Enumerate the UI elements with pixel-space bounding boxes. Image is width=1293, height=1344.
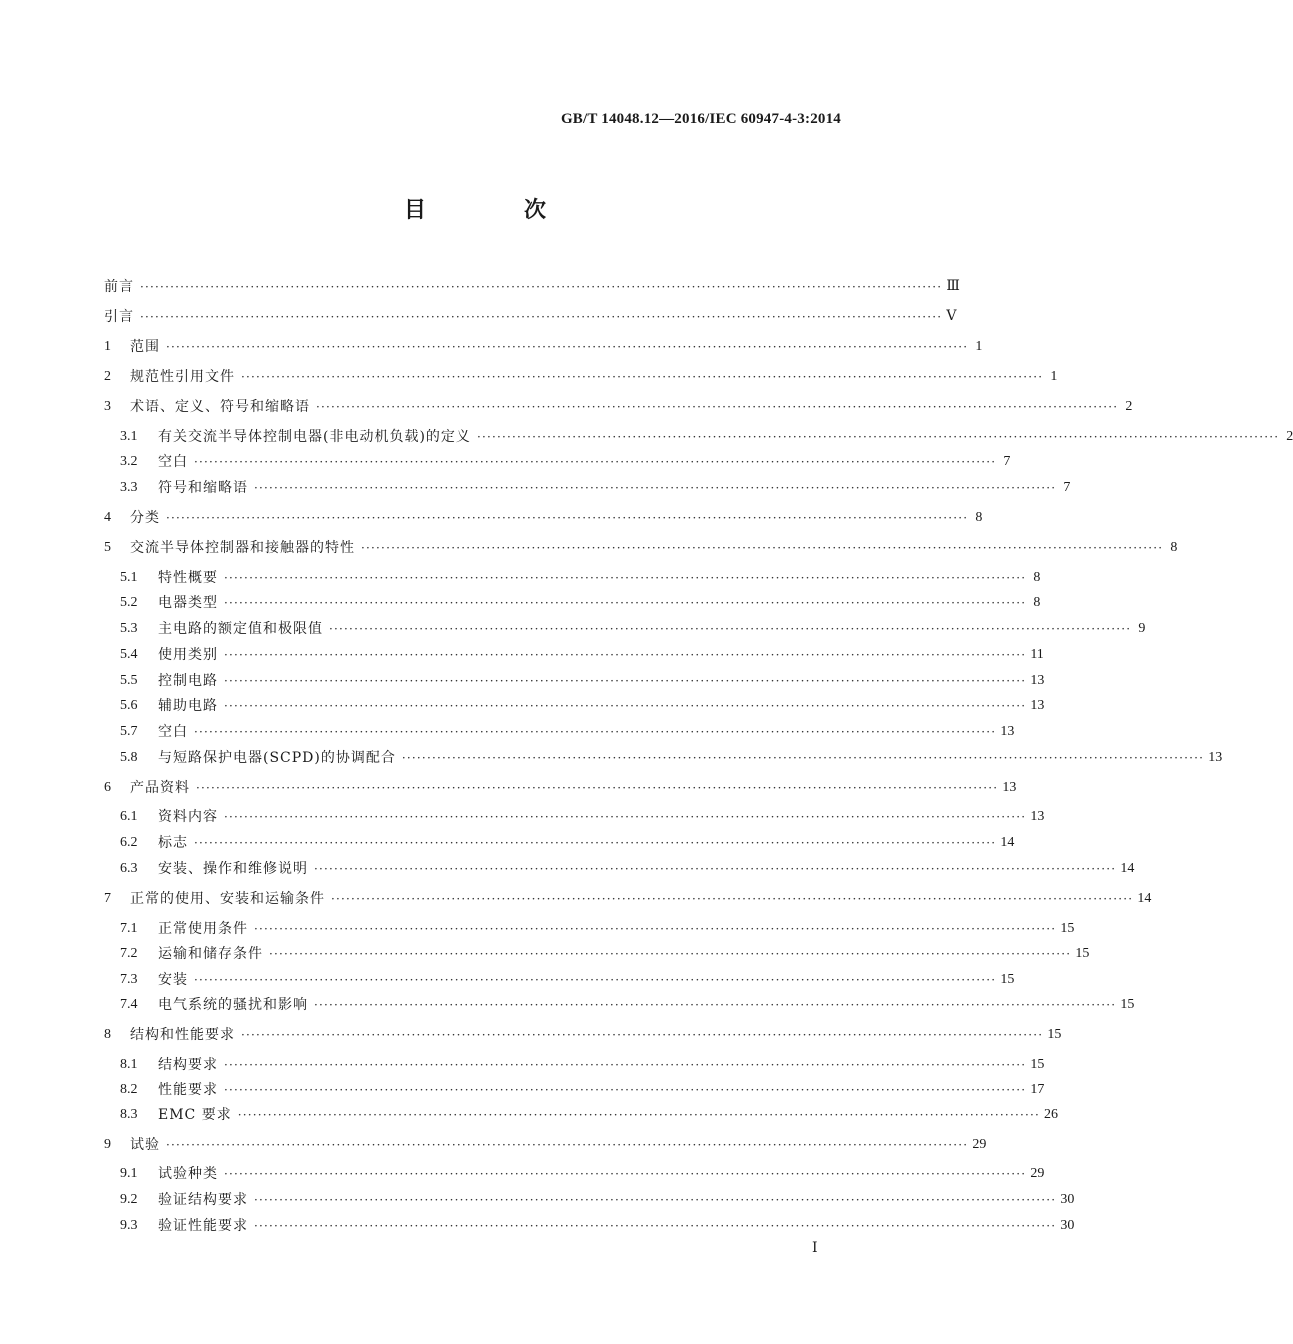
- toc-entry-page: 2: [1286, 429, 1293, 444]
- dot-leader: ································································································································································: [331, 892, 1134, 906]
- toc-entry[interactable]: [104, 277, 960, 297]
- toc-entry-page: 29: [1030, 1166, 1045, 1181]
- toc-entry-page: 26: [1044, 1107, 1059, 1122]
- toc-entry-label: 电器类型: [158, 595, 218, 611]
- toc-entry-number: 7.2: [120, 946, 138, 961]
- toc-entry-number: 5.8: [120, 750, 138, 765]
- toc-entry-page: Ⅲ: [946, 279, 960, 294]
- toc-entry-page: 15: [1060, 921, 1075, 936]
- toc-entry-label: 有关交流半导体控制电器(非电动机负载)的定义: [158, 429, 471, 445]
- toc-entry-page: 7: [1063, 480, 1071, 495]
- toc-entry[interactable]: [120, 593, 1041, 613]
- dot-leader: ································································································································································: [194, 973, 997, 987]
- dot-leader: ································································································································································: [241, 370, 1044, 384]
- toc-entry[interactable]: [104, 538, 1178, 558]
- toc-entry-label: 试验种类: [158, 1166, 218, 1182]
- toc-entry-label: 电气系统的骚扰和影响: [158, 997, 308, 1013]
- dot-leader: ································································································································································: [224, 1058, 1027, 1072]
- page-number: Ⅰ: [812, 1241, 818, 1256]
- toc-entry-label: 安装: [158, 972, 188, 988]
- toc-entry-number: 5: [104, 540, 111, 555]
- toc-entry[interactable]: [120, 833, 1015, 853]
- toc-entry[interactable]: [120, 671, 1045, 691]
- toc-entry-number: 2: [104, 369, 111, 384]
- toc-entry-label: 验证结构要求: [158, 1192, 248, 1208]
- dot-leader: ································································································································································: [194, 455, 997, 469]
- toc-entry[interactable]: [104, 508, 983, 528]
- dot-leader: ································································································································································: [241, 1028, 1044, 1042]
- toc-entry-page: 14: [1137, 891, 1152, 906]
- toc-entry[interactable]: [120, 919, 1075, 939]
- dot-leader: ································································································································································: [224, 1167, 1027, 1181]
- toc-entry-number: 6.3: [120, 861, 138, 876]
- toc-entry-page: 13: [1030, 698, 1045, 713]
- toc-entry-number: 7: [104, 891, 111, 906]
- toc-entry[interactable]: [120, 452, 1011, 472]
- dot-leader: ································································································································································: [224, 571, 1027, 585]
- dot-leader: ································································································································································: [314, 998, 1117, 1012]
- dot-leader: ································································································································································: [269, 947, 1072, 961]
- dot-leader: ································································································································································: [254, 922, 1057, 936]
- toc-entry-number: 3: [104, 399, 111, 414]
- dot-leader: ································································································································································: [329, 622, 1132, 636]
- toc-entry[interactable]: [120, 748, 1223, 768]
- toc-entry-label: 术语、定义、符号和缩略语: [130, 399, 310, 415]
- toc-entry[interactable]: [104, 1135, 987, 1155]
- toc-entry-number: 9.3: [120, 1218, 138, 1233]
- toc-entry-number: 1: [104, 339, 111, 354]
- toc-entry-page: 8: [975, 510, 983, 525]
- toc-entry-page: 15: [1075, 946, 1090, 961]
- dot-leader: ································································································································································: [361, 541, 1164, 555]
- toc-entry-label: EMC 要求: [158, 1107, 232, 1123]
- toc-entry-label: 结构要求: [158, 1057, 218, 1073]
- toc-entry-number: 8.3: [120, 1107, 138, 1122]
- toc-entry-label: 交流半导体控制器和接触器的特性: [130, 540, 355, 556]
- toc-entry-label: 空白: [158, 454, 188, 470]
- toc-entry-label: 结构和性能要求: [130, 1027, 235, 1043]
- toc-entry-page: 15: [1030, 1057, 1045, 1072]
- toc-entry-number: 8.2: [120, 1082, 138, 1097]
- toc-entry-number: 5.5: [120, 673, 138, 688]
- toc-entry-page: 8: [1033, 595, 1041, 610]
- toc-entry[interactable]: [120, 807, 1045, 827]
- dot-leader: ································································································································································: [254, 1219, 1057, 1233]
- toc-entry[interactable]: [104, 889, 1152, 909]
- dot-leader: ································································································································································: [476, 430, 1280, 444]
- toc-entry[interactable]: [104, 337, 983, 357]
- toc-entry-page: 1: [1050, 369, 1058, 384]
- toc-entry-number: 7.4: [120, 997, 138, 1012]
- toc-entry-number: 9.2: [120, 1192, 138, 1207]
- dot-leader: ································································································································································: [166, 1138, 969, 1152]
- toc-entry-number: 4: [104, 510, 111, 525]
- toc-entry[interactable]: [120, 1055, 1045, 1075]
- toc-entry[interactable]: [120, 944, 1090, 964]
- toc-entry[interactable]: [120, 568, 1041, 588]
- toc-entry-label: 试验: [130, 1137, 160, 1153]
- toc-entry-page: 13: [1208, 750, 1223, 765]
- toc-entry-page: 14: [1000, 835, 1015, 850]
- page-title: 目 次: [403, 197, 584, 223]
- toc-entry[interactable]: [104, 778, 1017, 798]
- toc-entry-label: 符号和缩略语: [158, 480, 248, 496]
- toc-entry-number: 3.1: [120, 429, 138, 444]
- toc-entry-page: 30: [1060, 1218, 1075, 1233]
- toc-entry-page: 17: [1030, 1082, 1045, 1097]
- toc-entry-label: 正常的使用、安装和运输条件: [130, 891, 325, 907]
- toc-entry-label: 控制电路: [158, 673, 218, 689]
- dot-leader: ································································································································································: [194, 725, 997, 739]
- toc-entry-label: 分类: [130, 510, 160, 526]
- toc-entry-number: 6.1: [120, 809, 138, 824]
- toc-entry[interactable]: [120, 478, 1071, 498]
- dot-leader: ································································································································································: [140, 280, 943, 294]
- toc-entry-page: 13: [1002, 780, 1017, 795]
- toc-entry-number: 8.1: [120, 1057, 138, 1072]
- dot-leader: ································································································································································: [224, 648, 1027, 662]
- toc-entry-label: 运输和储存条件: [158, 946, 263, 962]
- toc-entry[interactable]: [120, 995, 1135, 1015]
- dot-leader: ································································································································································: [166, 511, 969, 525]
- dot-leader: ································································································································································: [166, 340, 969, 354]
- dot-leader: ································································································································································: [224, 810, 1027, 824]
- table-of-contents: [104, 0, 1293, 1344]
- toc-entry[interactable]: [104, 1025, 1062, 1045]
- toc-entry[interactable]: [104, 367, 1058, 387]
- toc-entry-label: 安装、操作和维修说明: [158, 861, 308, 877]
- dot-leader: ································································································································································: [316, 400, 1119, 414]
- toc-entry-number: 5.3: [120, 621, 138, 636]
- toc-entry[interactable]: [120, 1216, 1075, 1236]
- dot-leader: ································································································································································: [196, 781, 999, 795]
- toc-entry-label: 正常使用条件: [158, 921, 248, 937]
- toc-entry[interactable]: [104, 307, 957, 327]
- toc-entry-page: 14: [1120, 861, 1135, 876]
- toc-entry[interactable]: [120, 696, 1045, 716]
- toc-entry-page: 7: [1003, 454, 1011, 469]
- toc-entry-label: 范围: [130, 339, 160, 355]
- toc-entry-label: 引言: [104, 309, 134, 325]
- toc-entry-label: 前言: [104, 279, 134, 295]
- toc-entry-label: 验证性能要求: [158, 1218, 248, 1234]
- toc-entry-number: 5.7: [120, 724, 138, 739]
- toc-entry[interactable]: [104, 397, 1133, 417]
- toc-entry[interactable]: [120, 722, 1015, 742]
- toc-entry[interactable]: [120, 1164, 1045, 1184]
- toc-entry-label: 主电路的额定值和极限值: [158, 621, 323, 637]
- toc-entry-page: 13: [1000, 724, 1015, 739]
- toc-entry[interactable]: [120, 859, 1135, 879]
- toc-entry-label: 特性概要: [158, 570, 218, 586]
- toc-entry-page: Ⅴ: [946, 309, 957, 324]
- toc-entry-number: 3.3: [120, 480, 138, 495]
- toc-entry[interactable]: [120, 1080, 1045, 1100]
- toc-entry-label: 性能要求: [158, 1082, 218, 1098]
- toc-entry-page: 13: [1030, 809, 1045, 824]
- toc-entry-number: 9: [104, 1137, 111, 1152]
- standard-code: GB/T 14048.12—2016/IEC 60947-4-3:2014: [560, 111, 841, 127]
- toc-entry-page: 9: [1138, 621, 1146, 636]
- toc-entry[interactable]: [120, 427, 1293, 447]
- toc-entry-number: 6.2: [120, 835, 138, 850]
- toc-entry-page: 13: [1030, 673, 1045, 688]
- toc-entry-number: 6: [104, 780, 111, 795]
- toc-entry-page: 15: [1047, 1027, 1062, 1042]
- toc-entry-page: 11: [1030, 647, 1044, 662]
- toc-entry-page: 30: [1060, 1192, 1075, 1207]
- dot-leader: ································································································································································: [237, 1108, 1041, 1122]
- dot-leader: ································································································································································: [224, 1083, 1027, 1097]
- toc-entry[interactable]: [120, 1105, 1059, 1125]
- toc-entry-number: 8: [104, 1027, 111, 1042]
- toc-entry-label: 标志: [158, 835, 188, 851]
- toc-entry-label: 空白: [158, 724, 188, 740]
- dot-leader: ································································································································································: [254, 1193, 1057, 1207]
- toc-entry-label: 辅助电路: [158, 698, 218, 714]
- toc-entry-page: 29: [972, 1137, 987, 1152]
- toc-entry-label: 规范性引用文件: [130, 369, 235, 385]
- toc-entry-page: 2: [1125, 399, 1133, 414]
- dot-leader: ································································································································································: [224, 674, 1027, 688]
- toc-entry-label: 与短路保护电器(SCPD)的协调配合: [158, 750, 396, 766]
- toc-entry-page: 8: [1170, 540, 1178, 555]
- toc-entry-number: 7.3: [120, 972, 138, 987]
- toc-entry-number: 5.2: [120, 595, 138, 610]
- toc-entry-number: 5.6: [120, 698, 138, 713]
- toc-entry-number: 9.1: [120, 1166, 138, 1181]
- toc-entry-page: 15: [1120, 997, 1135, 1012]
- toc-entry[interactable]: [120, 1190, 1075, 1210]
- toc-entry[interactable]: [120, 619, 1146, 639]
- toc-entry-page: 15: [1000, 972, 1015, 987]
- toc-entry-number: 7.1: [120, 921, 138, 936]
- dot-leader: ································································································································································: [224, 596, 1027, 610]
- toc-entry[interactable]: [120, 970, 1015, 990]
- toc-entry-page: 1: [975, 339, 983, 354]
- toc-entry-page: 8: [1033, 570, 1041, 585]
- dot-leader: ································································································································································: [314, 862, 1117, 876]
- toc-entry-label: 资料内容: [158, 809, 218, 825]
- toc-entry[interactable]: [120, 645, 1044, 665]
- toc-entry-number: 5.4: [120, 647, 138, 662]
- toc-entry-label: 产品资料: [130, 780, 190, 796]
- toc-entry-label: 使用类别: [158, 647, 218, 663]
- dot-leader: ································································································································································: [254, 481, 1057, 495]
- dot-leader: ································································································································································: [401, 751, 1205, 765]
- dot-leader: ································································································································································: [224, 699, 1027, 713]
- toc-entry-number: 5.1: [120, 570, 138, 585]
- dot-leader: ································································································································································: [194, 836, 997, 850]
- toc-entry-number: 3.2: [120, 454, 138, 469]
- dot-leader: ································································································································································: [140, 310, 943, 324]
